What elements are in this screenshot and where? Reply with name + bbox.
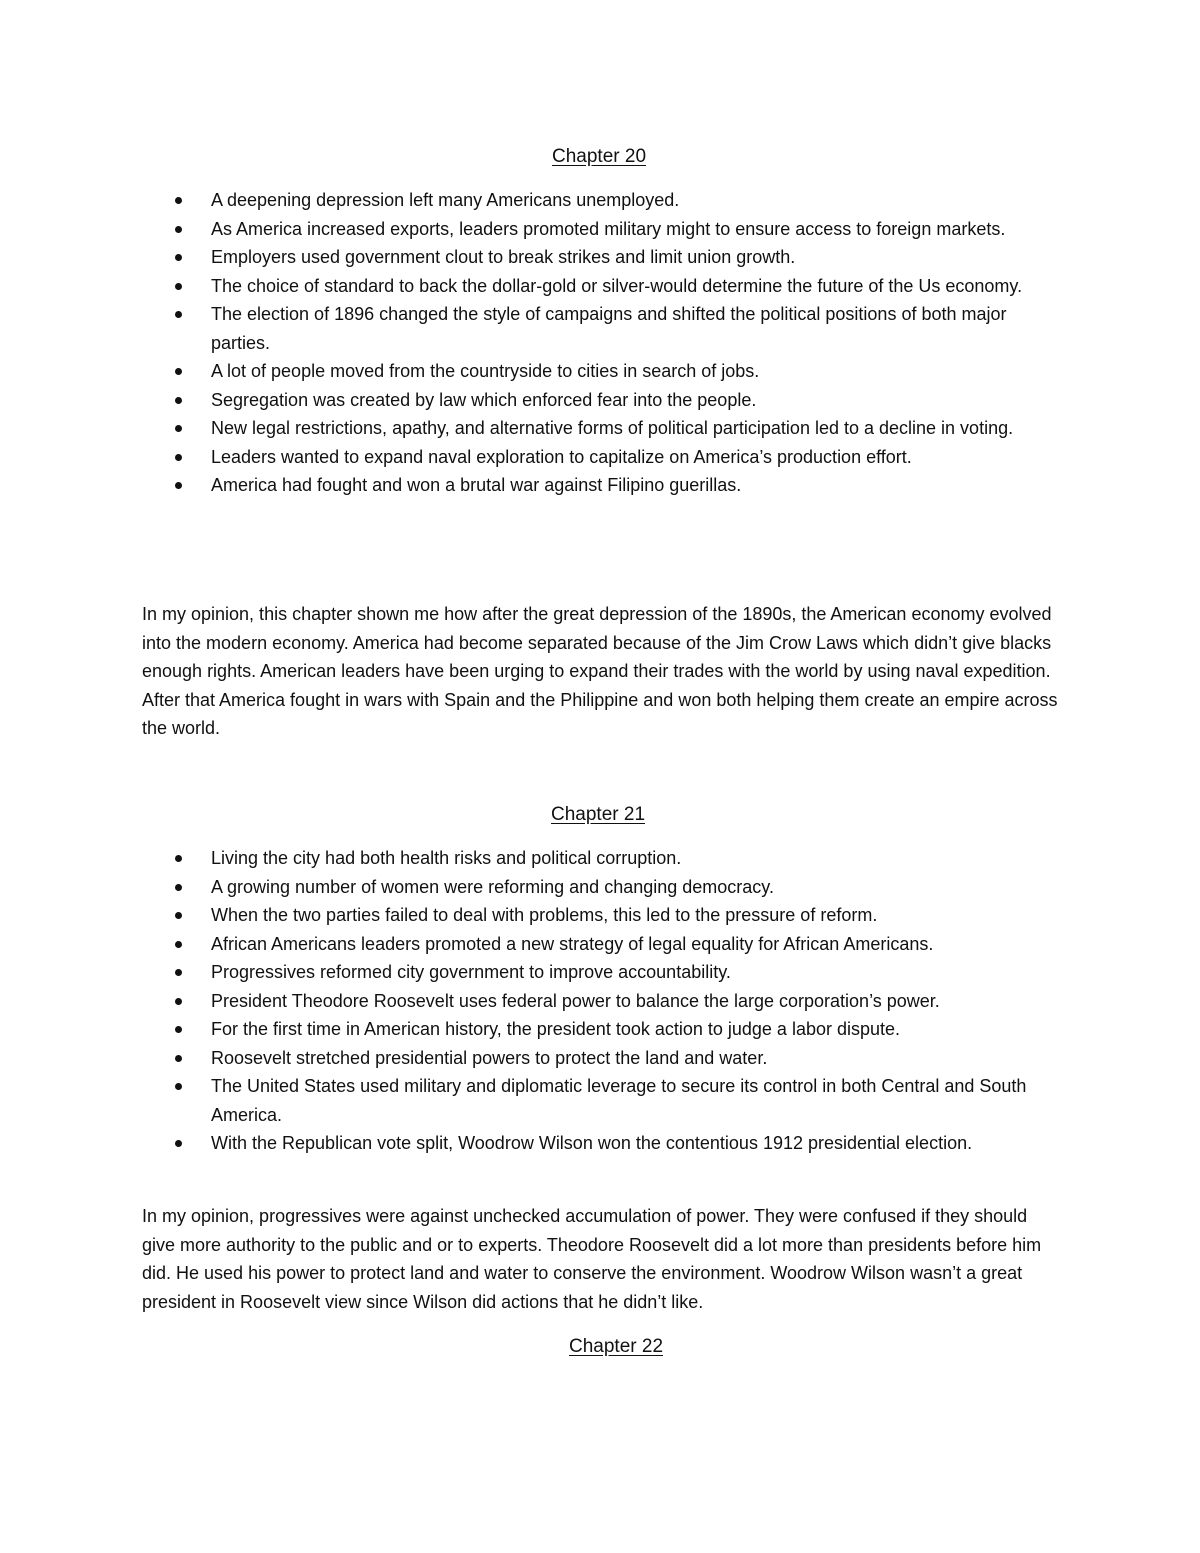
bullet-icon <box>175 855 182 862</box>
list-item: America had fought and won a brutal war against Filipino guerillas. <box>0 471 1051 500</box>
bullet-icon <box>175 454 182 461</box>
bullet-icon <box>175 912 182 919</box>
list-item: The United States used military and diplomatic leverage to secure its control in both Central and South America. <box>0 1072 1051 1129</box>
bullet-icon <box>175 482 182 489</box>
chapter-22-heading: Chapter 22 <box>569 1336 664 1357</box>
bullet-icon <box>175 283 182 290</box>
bullet-icon <box>175 969 182 976</box>
list-item: A deepening depression left many Americans unemployed. <box>0 186 1051 215</box>
list-item: African Americans leaders promoted a new strategy of legal equality for African Americans. <box>0 930 1051 959</box>
list-item: Roosevelt stretched presidential powers to protect the land and water. <box>0 1044 1051 1073</box>
chapter-20-heading: Chapter 20 <box>552 146 647 167</box>
bullet-icon <box>175 397 182 404</box>
list-item: A growing number of women were reforming and changing democracy. <box>0 873 1051 902</box>
list-item: With the Republican vote split, Woodrow Wilson won the contentious 1912 presidential election. <box>0 1129 1051 1158</box>
list-item: Living the city had both health risks and political corruption. <box>0 844 1051 873</box>
bullet-icon <box>175 998 182 1005</box>
list-item: The choice of standard to back the dollar-gold or silver-would determine the future of the Us economy. <box>0 272 1051 301</box>
bullet-icon <box>175 1055 182 1062</box>
list-item: Leaders wanted to expand naval exploration to capitalize on America’s production effort. <box>0 443 1051 472</box>
chapter-21-opinion-paragraph: In my opinion, progressives were against unchecked accumulation of power. They were confused if they should give more authority to the public and or to experts. Theodore Roosevelt did a lot more than presidents before him did. He used his power to protect land and water to conserve the environment. Woodrow Wilson wasn’t a great president in Roosevelt view since Wilson did actions that he didn’t like. <box>142 1206 1042 1312</box>
chapter-20-bullet-list <box>0 186 1051 500</box>
list-item: A lot of people moved from the countryside to cities in search of jobs. <box>0 357 1051 386</box>
bullet-icon <box>175 1083 182 1090</box>
list-item: When the two parties failed to deal with problems, this led to the pressure of reform. <box>0 901 1051 930</box>
bullet-icon <box>175 368 182 375</box>
bullet-icon <box>175 941 182 948</box>
bullet-icon <box>175 884 182 891</box>
list-item: Segregation was created by law which enforced fear into the people. <box>0 386 1051 415</box>
bullet-icon <box>175 1140 182 1147</box>
bullet-icon <box>175 425 182 432</box>
bullet-icon <box>175 226 182 233</box>
list-item: For the first time in American history, the president took action to judge a labor dispute. <box>0 1015 1051 1044</box>
list-item: New legal restrictions, apathy, and alternative forms of political participation led to a decline in voting. <box>0 414 1051 443</box>
chapter-20-opinion-paragraph: In my opinion, this chapter shown me how after the great depression of the 1890s, the American economy evolved into the modern economy. America had become separated because of the Jim Crow Laws which didn’t give blacks enough rights. American leaders have been urging to expand their trades with the world by using naval expedition. After that America fought in wars with Spain and the Philippine and won both helping them create an empire across the world. <box>142 604 1058 738</box>
list-item: As America increased exports, leaders promoted military might to ensure access to foreign markets. <box>0 215 1051 244</box>
list-item: Employers used government clout to break strikes and limit union growth. <box>0 243 1051 272</box>
list-item: The election of 1896 changed the style of campaigns and shifted the political positions of both major parties. <box>0 300 1051 357</box>
bullet-icon <box>175 254 182 261</box>
bullet-icon <box>175 197 182 204</box>
chapter-21-heading: Chapter 21 <box>551 804 646 825</box>
list-item: Progressives reformed city government to improve accountability. <box>0 958 1051 987</box>
bullet-icon <box>175 1026 182 1033</box>
chapter-21-bullet-list <box>0 844 1051 1158</box>
bullet-icon <box>175 311 182 318</box>
list-item: President Theodore Roosevelt uses federal power to balance the large corporation’s power. <box>0 987 1051 1016</box>
